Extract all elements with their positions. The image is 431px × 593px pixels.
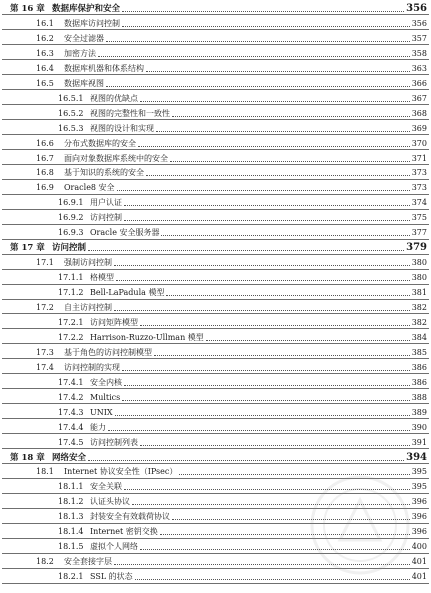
toc-entry-title: 基于角色的访问控制模型 [64,347,152,357]
toc-entry-title: Harrison-Ruzzo-Ullman 模型 [90,332,204,342]
toc-entry-number: 16.9 [36,183,54,193]
toc-entry-number: 16.5.2 [58,108,84,118]
toc-entry-page: 384 [411,332,427,342]
toc-entry-page: 396 [411,527,427,537]
toc-leader-dots [161,235,409,236]
toc-entry-page: 394 [406,451,427,463]
toc-entry [58,90,427,104]
toc-entry [36,359,427,373]
toc-entry-number: 16.5.3 [58,123,84,133]
toc-entry-title: 面向对象数据库系统中的安全 [64,153,168,163]
toc-entry-page: 388 [411,392,427,402]
toc-entry-number: 17.4.5 [58,437,84,447]
toc-leader-dots [154,355,410,356]
toc-entry-page: 379 [406,242,427,254]
toc-leader-dots [140,101,410,102]
toc-entry-page: 389 [411,407,427,417]
toc-entry [58,329,427,343]
toc-entry-number: 17.2.1 [58,317,84,327]
toc-entry-number: 16.5.1 [58,93,84,103]
toc-entry-number: 17.4.3 [58,407,84,417]
toc-entry-title: 网络安全 [52,452,87,463]
toc-leader-dots [166,295,409,296]
toc-entry-number: 17.4.1 [58,377,84,387]
toc-leader-dots [106,41,410,42]
toc-entry [58,209,427,223]
toc-entry-title: 用户认证 [90,198,122,208]
toc-entry-number: 16.2 [36,33,54,43]
toc-leader-dots [117,190,410,191]
toc-entry-page: 401 [411,572,427,582]
toc-entry-title: 认证头协议 [90,497,130,507]
toc-entry-number: 16.5 [36,78,54,88]
toc-entry-page: 386 [411,377,427,387]
toc-entry-number: 18.2 [36,557,54,567]
toc-entry [58,284,427,298]
toc-entry-number: 第 18 章 [10,452,45,463]
toc-entry-title: Oracle8 安全 [64,183,115,193]
toc-leader-dots [88,460,404,461]
toc-entry [58,404,427,418]
seal-watermark-icon [300,470,420,580]
toc-entry-title: 分布式数据库的安全 [64,138,136,148]
toc-entry-title: 数据库访问控制 [64,18,120,28]
toc-entry-number: 18.1.4 [58,527,84,537]
toc-entry-number: 18.1.2 [58,497,84,507]
toc-leader-dots [122,370,410,371]
toc-entry-title: 数据库机器和体系结构 [64,63,144,73]
toc-entry-title: Internet 协议安全性（IPsec） [64,467,178,477]
toc-entry-number: 18.1 [36,467,54,477]
toc-entry-page: 400 [411,542,427,552]
toc-entry [36,60,427,74]
toc-entry-title: 强制访问控制 [64,258,112,268]
toc-leader-dots [108,430,410,431]
toc-leader-dots [140,325,410,326]
toc-entry-title: 访问控制 [52,243,87,254]
toc-entry [36,135,427,149]
toc-entry-title: 安全过滤器 [64,33,104,43]
toc-entry [36,344,427,358]
toc-entry-page: 380 [411,273,427,283]
toc-entry-number: 18.2.1 [58,572,84,582]
toc-entry-page: 401 [411,557,427,567]
toc-leader-dots [124,385,410,386]
toc-entry-number: 16.9.3 [58,228,84,238]
toc-entry-title: 基于知识的系统的安全 [64,168,144,178]
toc-leader-dots [116,280,410,281]
toc-entry [36,45,427,59]
toc-entry-page: 385 [411,347,427,357]
toc-entry [36,30,427,44]
toc-entry-number: 18.1.3 [58,512,84,522]
toc-entry-title: 访问控制的实现 [64,362,120,372]
toc-row-divider [2,583,429,584]
toc-entry-number: 17.4.4 [58,422,84,432]
toc-entry-page: 395 [411,467,427,477]
toc-entry-page: 382 [411,303,427,312]
toc-entry-page: 370 [411,138,427,148]
toc-entry-page: 366 [411,78,427,88]
toc-entry [36,150,427,164]
toc-entry-number: 17.3 [36,347,54,357]
toc-entry-page: 395 [411,482,427,492]
toc-entry-page: 358 [411,48,427,58]
toc-leader-dots [156,131,410,132]
toc-chapter-entry [10,449,427,463]
toc-entry-title: 加密方法 [64,48,96,58]
toc-entry [58,389,427,403]
toc-leader-dots [170,161,410,162]
toc-entry [58,105,427,119]
toc-leader-dots [98,56,410,57]
toc-leader-dots [206,340,410,341]
toc-entry [36,164,427,178]
toc-entry [36,254,427,268]
toc-entry-title: Bell-LaPadula 模型 [90,288,165,298]
toc-entry-title: 视图的优缺点 [90,93,138,103]
toc-entry-number: 16.8 [36,168,54,178]
toc-entry-title: 自主访问控制 [64,303,112,312]
toc-leader-dots [122,400,409,401]
toc-entry-number: 17.2.2 [58,332,84,342]
toc-chapter-entry [10,239,427,253]
toc-leader-dots [124,220,410,221]
toc-entry-number: 16.9.1 [58,198,84,208]
toc-entry-number: 16.1 [36,18,54,28]
toc-entry [58,269,427,283]
toc-entry-title: 安全套接字层 [64,557,112,567]
toc-entry-page: 374 [411,198,427,208]
toc-entry-title: 访问控制 [90,213,122,223]
toc-leader-dots [88,250,404,251]
toc-entry-title: 虚拟个人网络 [90,542,138,552]
toc-entry-number: 17.1 [36,258,54,268]
toc-entry-title: SSL 的状态 [90,572,133,582]
toc-entry [58,120,427,134]
toc-entry-page: 381 [411,288,427,298]
toc-entry [36,15,427,29]
toc-entry-number: 第 16 章 [10,4,45,14]
toc-entry [58,224,427,238]
toc-entry-page: 391 [411,437,427,447]
toc-entry [58,314,427,328]
toc-entry-title: 能力 [90,422,106,432]
toc-entry [58,419,427,433]
toc-leader-dots [124,205,410,206]
toc-leader-dots [122,26,410,27]
toc-entry-number: 16.6 [36,138,54,148]
toc-entry [36,75,427,89]
toc-entry-title: 安全内核 [90,377,122,387]
toc-entry-page: 356 [406,3,427,14]
toc-entry-number: 16.7 [36,153,54,163]
toc-entry-title: 封装安全有效载荷协议 [90,512,170,522]
toc-entry-number: 17.1.2 [58,288,84,298]
toc-leader-dots [172,116,410,117]
toc-entry-page: 380 [411,258,427,268]
toc-entry-page: 396 [411,512,427,522]
toc-entry-page: 375 [411,213,427,223]
toc-entry-title: 访问矩阵模型 [90,317,138,327]
toc-leader-dots [106,86,410,87]
toc-entry [36,179,427,193]
toc-leader-dots [122,11,404,12]
toc-entry-number: 第 17 章 [10,243,45,254]
toc-entry-title: 格模型 [90,273,114,283]
toc-entry-title: 安全关联 [90,482,122,492]
toc-entry-page: 367 [411,93,427,103]
toc-entry-page: 357 [411,33,427,43]
toc-leader-dots [146,71,410,72]
toc-entry-page: 386 [411,362,427,372]
toc-entry [58,194,427,208]
toc-leader-dots [114,265,410,266]
toc-entry [36,299,427,313]
toc-entry-number: 16.9.2 [58,213,84,223]
toc-entry-number: 17.1.1 [58,273,84,283]
toc-entry-page: 396 [411,497,427,507]
toc-leader-dots [114,310,410,311]
toc-leader-dots [138,146,410,147]
toc-entry-page: 373 [411,183,427,193]
toc-leader-dots [140,445,410,446]
toc-entry-page: 390 [411,422,427,432]
toc-entry [58,374,427,388]
toc-entry-number: 18.1.5 [58,542,84,552]
toc-entry-title: 访问控制列表 [90,437,138,447]
toc-entry-number: 17.4 [36,362,54,372]
toc-entry-page: 373 [411,168,427,178]
toc-entry [58,434,427,448]
toc-entry-page: 371 [411,153,427,163]
toc-entry-page: 382 [411,317,427,327]
toc-leader-dots [146,175,410,176]
toc-entry-page: 369 [411,123,427,133]
toc-entry-number: 16.4 [36,63,54,73]
toc-entry-title: Internet 密钥交换 [90,527,158,537]
toc-entry-number: 17.2 [36,303,54,312]
toc-entry-number: 18.1.1 [58,482,84,492]
toc-entry-number: 17.4.2 [58,392,84,402]
toc-entry-page: 368 [411,108,427,118]
toc-entry-page: 356 [411,18,427,28]
toc-entry-title: 数据库视图 [64,78,104,88]
toc-entry-title: UNIX [90,407,113,417]
toc-entry-number: 16.3 [36,48,54,58]
toc-entry-title: 视图的设计和实现 [90,123,154,133]
toc-leader-dots [115,415,410,416]
toc-entry-title: Multics [90,392,121,402]
toc-entry-title: 视图的完整性和一致性 [90,108,170,118]
toc-chapter-entry [10,0,427,14]
toc-entry-title: 数据库保护和安全 [52,4,121,14]
toc-entry-title: Oracle 安全服务器 [90,228,160,238]
toc-entry-page: 363 [411,63,427,73]
toc-entry-page: 377 [411,228,427,238]
